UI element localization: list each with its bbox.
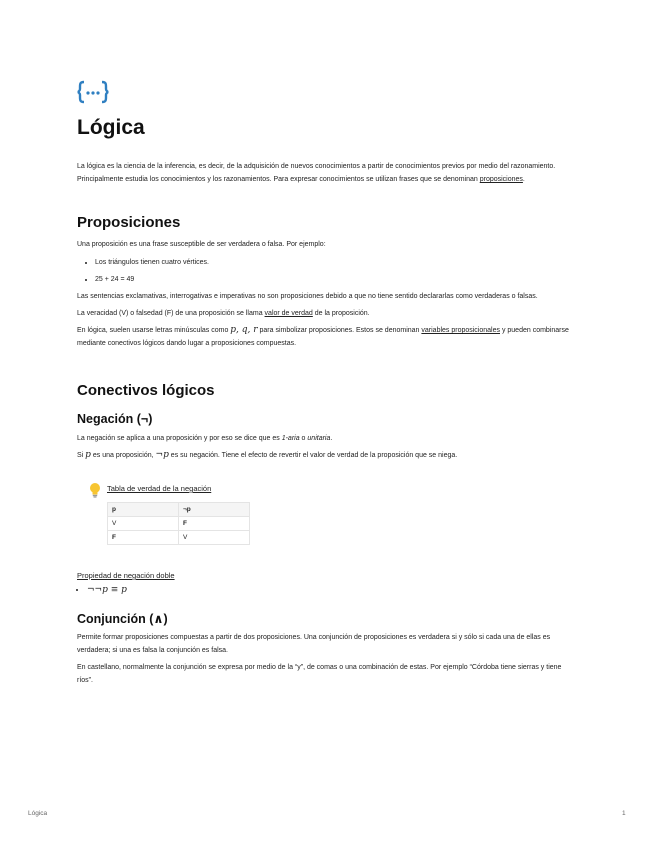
negacion-doble xyxy=(77,569,577,601)
negacion-p1-em2: unitaria xyxy=(307,435,331,442)
p4-text-a: En lógica, suelen usarse letras minúsculas como xyxy=(77,327,231,334)
proposiciones-p4 xyxy=(77,324,577,350)
negacion-p1-em: 1-aria xyxy=(281,435,300,442)
intro-text: La lógica es la ciencia de la inferencia, es decir, de la adquisición de nuevos conocimientos a partir de conocimientos previos por medio del razonamiento. Principalmente estudia los conocimientos y los razonamientos. Para expresar conocimientos se utilizan frases que se denominan xyxy=(77,163,556,183)
negacion-p1-b: o xyxy=(299,435,308,442)
conjuncion-p1: Permite formar proposiciones compuestas a partir de dos proposiciones. Una conjunción de proposiciones es verdadera si y sólo si cada una de ellas es verdadera; si una es falsa la conjunción es falsa. xyxy=(77,634,551,654)
table-cell: F xyxy=(179,517,250,531)
table-row xyxy=(108,517,250,531)
negacion-p2-math1: p xyxy=(85,450,91,460)
list-item: • 25 + 24 = 49 xyxy=(95,273,577,286)
negacion-p1-c: . xyxy=(330,435,333,442)
lightbulb-icon xyxy=(89,482,101,498)
intro-paragraph xyxy=(77,160,577,186)
negacion-doble-list xyxy=(77,584,577,597)
negacion-section xyxy=(77,432,577,462)
negacion-p2-a: Si xyxy=(77,452,86,459)
table-cell: V xyxy=(108,517,179,531)
proposiciones-heading: Proposiciones xyxy=(77,214,181,231)
list-item: • Los triángulos tienen cuatro vértices. xyxy=(95,256,577,269)
proposiciones-section xyxy=(77,238,577,350)
callout-title[interactable]: Tabla de verdad de la negación xyxy=(107,484,212,493)
negacion-p1-a: La negación se aplica a una proposición y por eso se dice que es xyxy=(77,435,282,442)
code-braces-icon xyxy=(77,80,109,104)
negacion-p2 xyxy=(77,449,577,462)
conectivos-heading: Conectivos lógicos xyxy=(77,382,215,399)
intro-end: . xyxy=(522,176,525,183)
negacion-doble-link[interactable]: Propiedad de negación doble xyxy=(77,571,175,580)
variables-proposicionales-link[interactable]: variables proposicionales xyxy=(421,327,500,334)
page-title: Lógica xyxy=(77,116,145,139)
negacion-p2-c: es su negación. Tiene el efecto de revertir el valor de verdad de la proposición que se niega. xyxy=(168,452,458,459)
valor-de-verdad-link[interactable]: valor de verdad xyxy=(264,310,313,317)
truth-table xyxy=(107,502,250,545)
negacion-heading: Negación (¬) xyxy=(77,412,153,426)
proposiciones-p1: Una proposición es una frase susceptible de ser verdadera o falsa. Por ejemplo: xyxy=(77,241,326,248)
table-header-row xyxy=(108,503,250,517)
negacion-p1 xyxy=(77,432,577,445)
table-header: ¬p xyxy=(179,503,250,517)
negacion-p2-math2: ¬p xyxy=(155,450,169,460)
table-cell: F xyxy=(108,531,179,545)
table-cell: V xyxy=(179,531,250,545)
negacion-p2-b: es una proposición, xyxy=(90,452,156,459)
p4-text-b: para simbolizar proposiciones. Estos se denominan xyxy=(257,327,422,334)
table-header: p xyxy=(108,503,179,517)
p4-text-c: y pueden combinarse mediante conectivos lógicos dando lugar a proposiciones compuestas. xyxy=(77,327,569,347)
p4-math: p, q, r xyxy=(230,325,258,335)
proposiciones-link[interactable]: proposiciones xyxy=(479,176,523,183)
p3-text-b: de la proposición. xyxy=(312,310,370,317)
page-number: 1 xyxy=(622,810,626,817)
list-item: • ¬¬p ≡ p xyxy=(87,584,577,597)
conjuncion-heading: Conjunción (∧) xyxy=(77,612,168,626)
p3-text-a: La veracidad (V) o falsedad (F) de una proposición se llama xyxy=(77,310,265,317)
conjuncion-p2: En castellano, normalmente la conjunción se expresa por medio de la “y”, de comas o una combinación de estas. Por ejemplo “Córdoba tiene sierras y tiene ríos”. xyxy=(77,664,562,684)
table-row xyxy=(108,531,250,545)
conjuncion-section xyxy=(77,631,577,687)
proposiciones-p2: Las sentencias exclamativas, interrogativas e imperativas no son proposiciones debido a que no tiene sentido declararlas como verdaderas o falsas. xyxy=(77,293,538,300)
examples-list xyxy=(77,256,577,286)
proposiciones-p3 xyxy=(77,307,577,320)
footer-title: Lógica xyxy=(28,810,48,817)
